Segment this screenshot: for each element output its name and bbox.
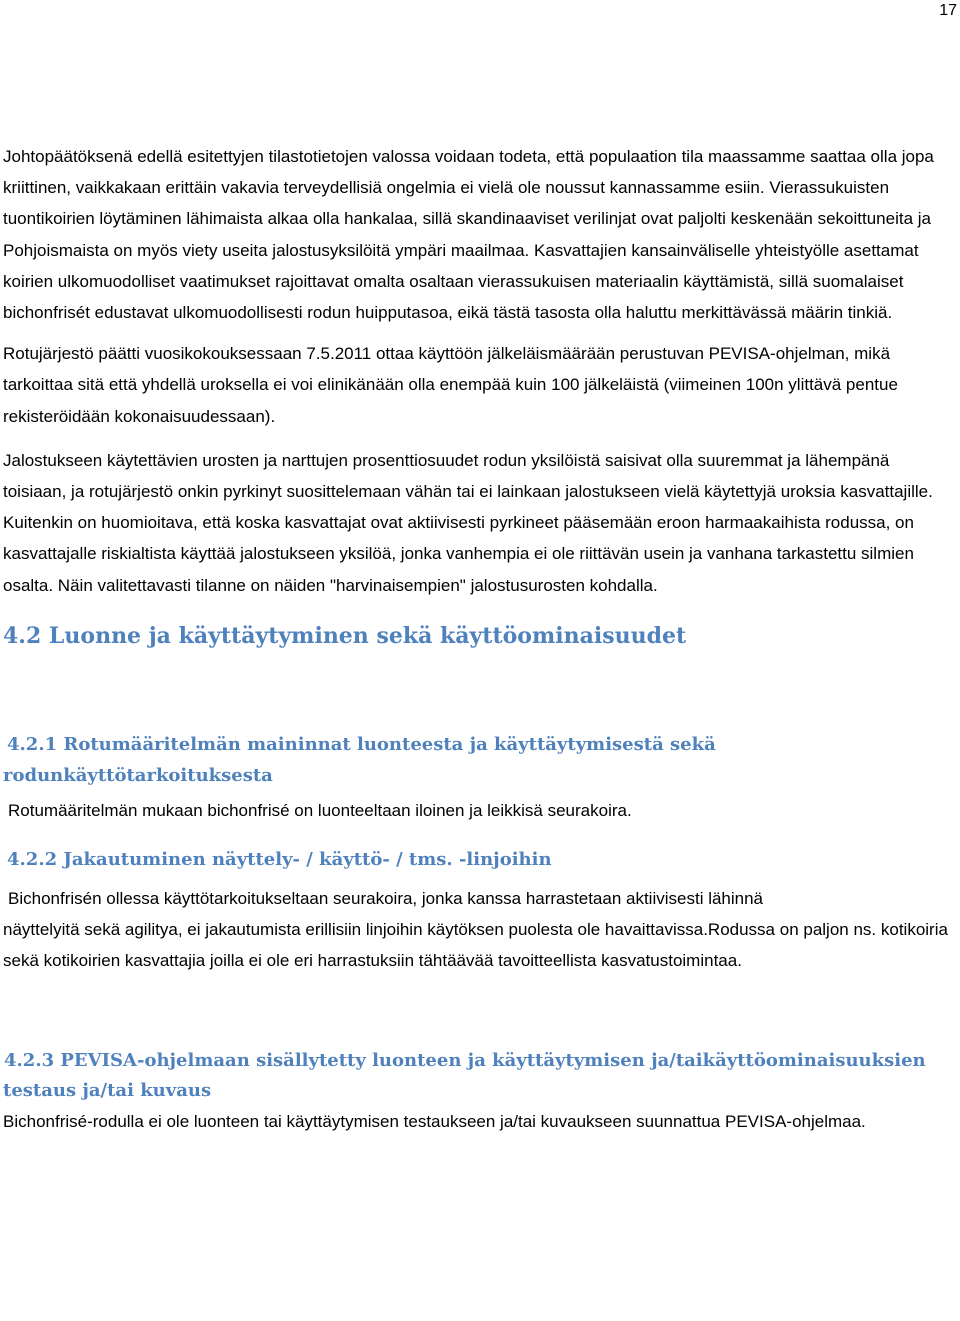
paragraph-breed-standard-temperament: Rotumääritelmän mukaan bichonfrisé on luonteeltaan iloinen ja leikkisä seurakoira. <box>8 800 632 820</box>
page-number: 17 <box>939 2 957 19</box>
paragraph-breeding-usage: Jalostukseen käytettävien urosten ja narttujen prosenttiosuudet rodun yksilöistä saisivat olla suuremmat ja lähempänä toisiaan, ja rotujärjestö onkin pyrkinyt suosittelemaan vähän tai ei lainkaan jalostukseen vielä käytettyjä uroksia kasvattajille. Kuitenkin on huomioitava, että koska kasvattajat ovat aktiivisesti pyrkineet pääsemään eroon harmaakaihista rodussa, on kasvattajalle riskialtista käyttää jalostukseen yksilöä, jonka vanhempia ei ole riittävän usein ja vanhana tarkastettu silmien osalta. Näin valitettavasti tilanne on näiden "harvinaisempien" jalostusurosten kohdalla. <box>3 450 933 595</box>
heading-section-4-2-1-line2: rodunkäyttötarkoituksesta <box>3 764 273 786</box>
heading-section-4-2-3-line2: testaus ja/tai kuvaus <box>3 1079 212 1101</box>
heading-section-4-2: 4.2 Luonne ja käyttäytyminen sekä käyttöominaisuudet <box>3 622 687 649</box>
paragraph-pevisa-decision: Rotujärjestö päätti vuosikokouksessaan 7.5.2011 ottaa käyttöön jälkeläismäärään perustuvan PEVISA-ohjelman, mikä tarkoittaa sitä että yhdellä uroksella ei voi elinikänään olla enempää kuin 100 jälkeläistä (viimeinen 100n ylittävä pentue rekisteröidään kokonaisuudessaan). <box>3 344 898 426</box>
heading-section-4-2-1-line1: 4.2.1 Rotumääritelmän maininnat luonteesta ja käyttäytymisestä sekä <box>7 733 716 755</box>
paragraph-population-conclusion: Johtopäätöksenä edellä esitettyjen tilastotietojen valossa voidaan todeta, että populaation tila maassamme saattaa olla jopa kriittinen, vaikkakaan erittäin vakavia terveydellisiä ongelmia ei vielä ole noussut kannassamme esiin. Vierassukuisten tuontikoirien löytäminen lähimaista alkaa olla hankalaa, sillä skandinaaviset verilinjat ovat paljolti keskenään sekoittuneita ja Pohjoismaista on myös viety useita jalostusyksilöitä ympäri maailmaa. Kasvattajien kansainväliselle yhteistyölle asettamat koirien ulkomuodolliset vaatimukset rajoittavat omalta osaltaan vierassukuisen materiaalin käyttämistä, sillä suomalaiset bichonfrisét edustavat ulkomuodollisesti rodun huipputasoa, eikä tästä tasosta olla haluttu merkittävässä määrin tinkiä. <box>3 147 934 323</box>
heading-section-4-2-3 <box>3 1046 949 1106</box>
paragraph-pevisa-testing: Bichonfrisé-rodulla ei ole luonteen tai käyttäytymisen testaukseen ja/tai kuvaukseen suunnattua PEVISA-ohjelmaa. <box>3 1111 866 1131</box>
paragraph-line-division-rest: näyttelyitä sekä agilitya, ei jakautumista erillisiin linjoihin käytöksen puolesta ole havaittavissa.Rodussa on paljon ns. kotikoiria sekä kotikoirien kasvattajia joilla ei ole eri harrastuksiin tähtäävää tavoitteellista kasvatustoimintaa. <box>3 920 948 971</box>
heading-section-4-2-2: 4.2.2 Jakautuminen näyttely- / käyttö- / tms. -linjoihin <box>7 849 552 871</box>
heading-section-4-2-3-line1: 4.2.3 PEVISA-ohjelmaan sisällytetty luonteen ja käyttäytymisen ja/taikäyttöominaisuuksien <box>4 1049 926 1071</box>
paragraph-line-division-first-line: Bichonfrisén ollessa käyttötarkoitukseltaan seurakoira, jonka kanssa harrastetaan aktiivisesti lähinnä <box>8 889 764 909</box>
document-body <box>3 141 949 1137</box>
heading-section-4-2-1 <box>3 729 949 791</box>
paragraph-line-division <box>3 883 949 977</box>
